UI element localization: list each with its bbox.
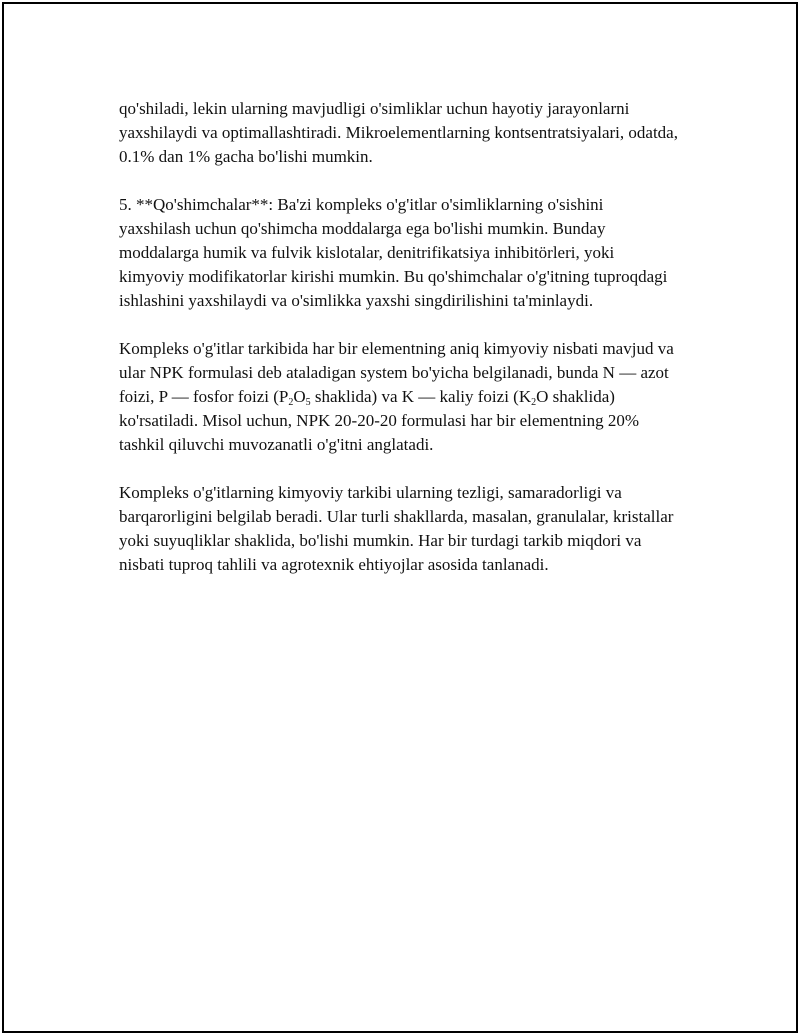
npk-text-3: shaklida) va K — kaliy foizi (K: [310, 387, 532, 406]
subscript-2: 2: [288, 397, 294, 408]
document-page: [2, 2, 798, 1033]
npk-text-4: O shaklida) ko'rsatiladi. Misol uchun, NPK 20-20-20 formulasi har bir elementning 20% tashkil qiluvchi muvozanatli o'g'itni anglatadi.: [119, 387, 640, 454]
paragraph-microelements: qo'shiladi, lekin ularning mavjudligi o'simliklar uchun hayotiy jarayonlarni yaxshilaydi va optimallashtiradi. Mikroelementlarning kontsentratsiyalari, odatda, 0.1% dan 1% gacha bo'lishi mumkin.: [119, 99, 678, 166]
npk-text-1: Kompleks o'g'itlar tarkibida har bir elementning aniq kimyoviy nisbati mavjud va ular NPK formulasi deb ataladigan system bo'yicha belgilanadi, bunda N — azot foizi, P — fosfor foizi (P: [119, 339, 674, 406]
document-body: [119, 97, 679, 601]
paragraph-chemical-composition: Kompleks o'g'itlarning kimyoviy tarkibi ularning tezligi, samaradorligi va barqarorligini belgilab beradi. Ular turli shakllarda, masalan, granulalar, kristallar yoki suyuqliklar shaklida, bo'lishi mumkin. Har bir turdagi tarkib miqdori va nisbati tuproq tahlili va agrotexnik ehtiyojlar asosida tanlanadi.: [119, 483, 674, 574]
subscript-5: 5: [305, 397, 311, 408]
paragraph-npk-formula: [119, 337, 679, 457]
npk-text-2: O: [293, 387, 306, 406]
subscript-2b: 2: [531, 397, 537, 408]
paragraph-additives: 5. **Qo'shimchalar**: Ba'zi kompleks o'g'itlar o'simliklarning o'sishini yaxshilash uchun qo'shimcha moddalarga ega bo'lishi mumkin. Bunday moddalarga humik va fulvik kislotalar, denitrifikatsiya inhibitörleri, yoki kimyoviy modifikatorlar kirishi mumkin. Bu qo'shimchalar o'g'itning tuproqdagi ishlashini yaxshilaydi va o'simlikka yaxshi singdirilishini ta'minlaydi.: [119, 195, 668, 310]
